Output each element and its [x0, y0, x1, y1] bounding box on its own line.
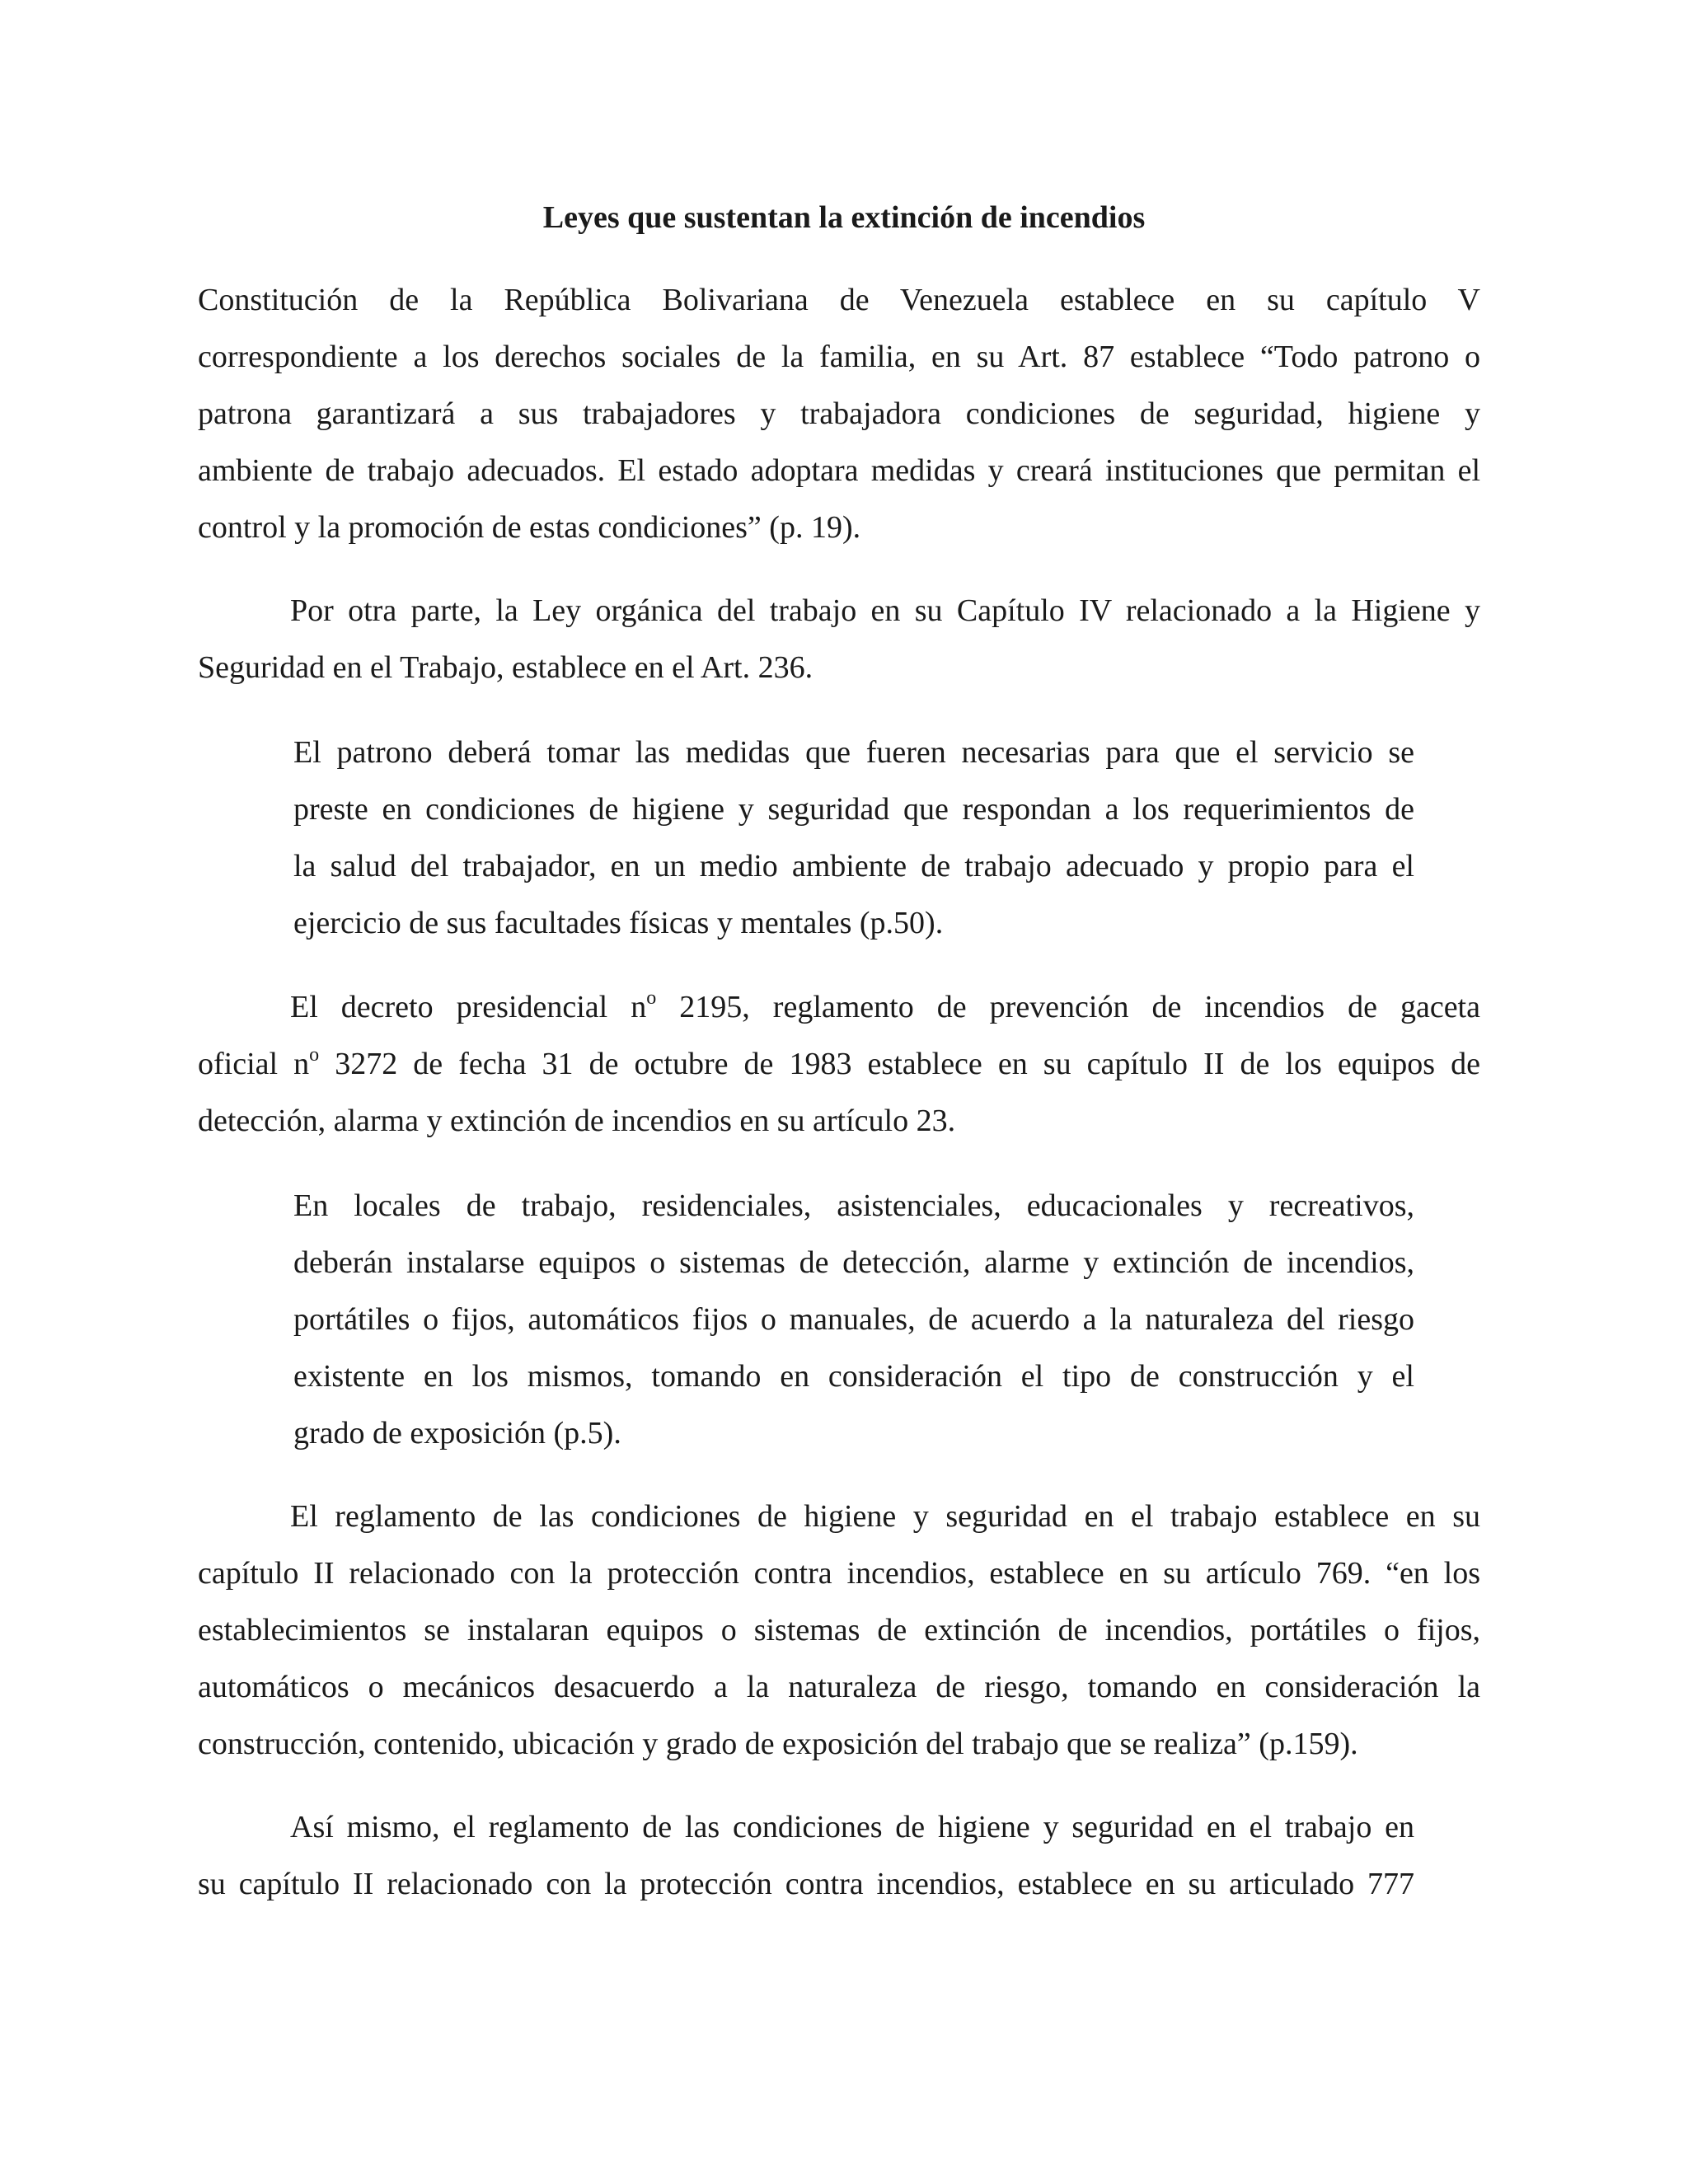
block-quote-art-23 — [293, 1178, 1414, 1462]
text-line: su capítulo II relacionado con la protección contra incendios, establece en su articulado 777 — [198, 1867, 1414, 1901]
text-line: existente en los mismos, tomando en consideración el tipo de construcción y el — [293, 1359, 1414, 1394]
text-line: detección, alarma y extinción de incendios en su artículo 23. — [198, 1104, 956, 1138]
text-segment: 2195, reglamento de prevención de incendios de gaceta — [656, 990, 1480, 1024]
text-line: construcción, contenido, ubicación y grado de exposición del trabajo que se realiza” (p.159). — [198, 1727, 1358, 1761]
text-line: El patrono deberá tomar las medidas que fueren necesarias para que el servicio se — [293, 735, 1414, 770]
text-line: Así mismo, el reglamento de las condiciones de higiene y seguridad en el trabajo en — [290, 1810, 1414, 1844]
text-line: En locales de trabajo, residenciales, asistenciales, educacionales y recreativos, — [293, 1188, 1414, 1223]
text-segment: oficial n — [198, 1047, 310, 1081]
superscript: o — [646, 987, 657, 1009]
text-line: preste en condiciones de higiene y seguridad que respondan a los requerimientos de — [293, 792, 1414, 827]
paragraph-reglamento-777 — [198, 1799, 1414, 1913]
text-line: Seguridad en el Trabajo, establece en el Art. 236. — [198, 650, 814, 685]
paragraph-constitution — [198, 272, 1480, 556]
text-line: Por otra parte, la Ley orgánica del trabajo en su Capítulo IV relacionado a la Higiene y — [290, 593, 1480, 628]
paragraph-ley-organica — [198, 583, 1480, 696]
text-line — [198, 979, 1480, 1036]
text-line: El reglamento de las condiciones de higiene y seguridad en el trabajo establece en su — [290, 1499, 1480, 1534]
block-quote-art-236 — [293, 724, 1414, 952]
text-line: portátiles o fijos, automáticos fijos o manuales, de acuerdo a la naturaleza del riesgo — [293, 1302, 1414, 1337]
text-line: Constitución de la República Bolivariana de Venezuela establece en su capítulo V — [198, 283, 1480, 317]
text-line: establecimientos se instalaran equipos o sistemas de extinción de incendios, portátiles o fijos, — [198, 1613, 1480, 1647]
text-line: control y la promoción de estas condiciones” (p. 19). — [198, 510, 861, 545]
text-line: patrona garantizará a sus trabajadores y trabajadora condiciones de seguridad, higiene y — [198, 396, 1480, 431]
document-title: Leyes que sustentan la extinción de incendios — [542, 200, 1146, 235]
text-segment: El decreto presidencial n — [290, 990, 647, 1024]
text-line: capítulo II relacionado con la protección contra incendios, establece en su artículo 769. “en los — [198, 1556, 1480, 1591]
text-line: ejercicio de sus facultades físicas y mentales (p.50). — [293, 906, 944, 940]
text-line: automáticos o mecánicos desacuerdo a la naturaleza de riesgo, tomando en consideración la — [198, 1670, 1480, 1704]
text-line: correspondiente a los derechos sociales de la familia, en su Art. 87 establece “Todo patrono o — [198, 340, 1480, 374]
text-line — [198, 1036, 1480, 1093]
text-line: deberán instalarse equipos o sistemas de detección, alarme y extinción de incendios, — [293, 1245, 1414, 1280]
text-segment: 3272 de fecha 31 de octubre de 1983 establece en su capítulo II de los equipos de — [319, 1047, 1480, 1081]
text-line: la salud del trabajador, en un medio ambiente de trabajo adecuado y propio para el — [293, 849, 1414, 883]
text-line: ambiente de trabajo adecuados. El estado adoptara medidas y creará instituciones que permitan el — [198, 453, 1480, 488]
superscript: o — [309, 1044, 320, 1066]
paragraph-reglamento-769 — [198, 1488, 1480, 1773]
paragraph-decreto — [198, 979, 1480, 1150]
text-line: grado de exposición (p.5). — [293, 1416, 621, 1451]
